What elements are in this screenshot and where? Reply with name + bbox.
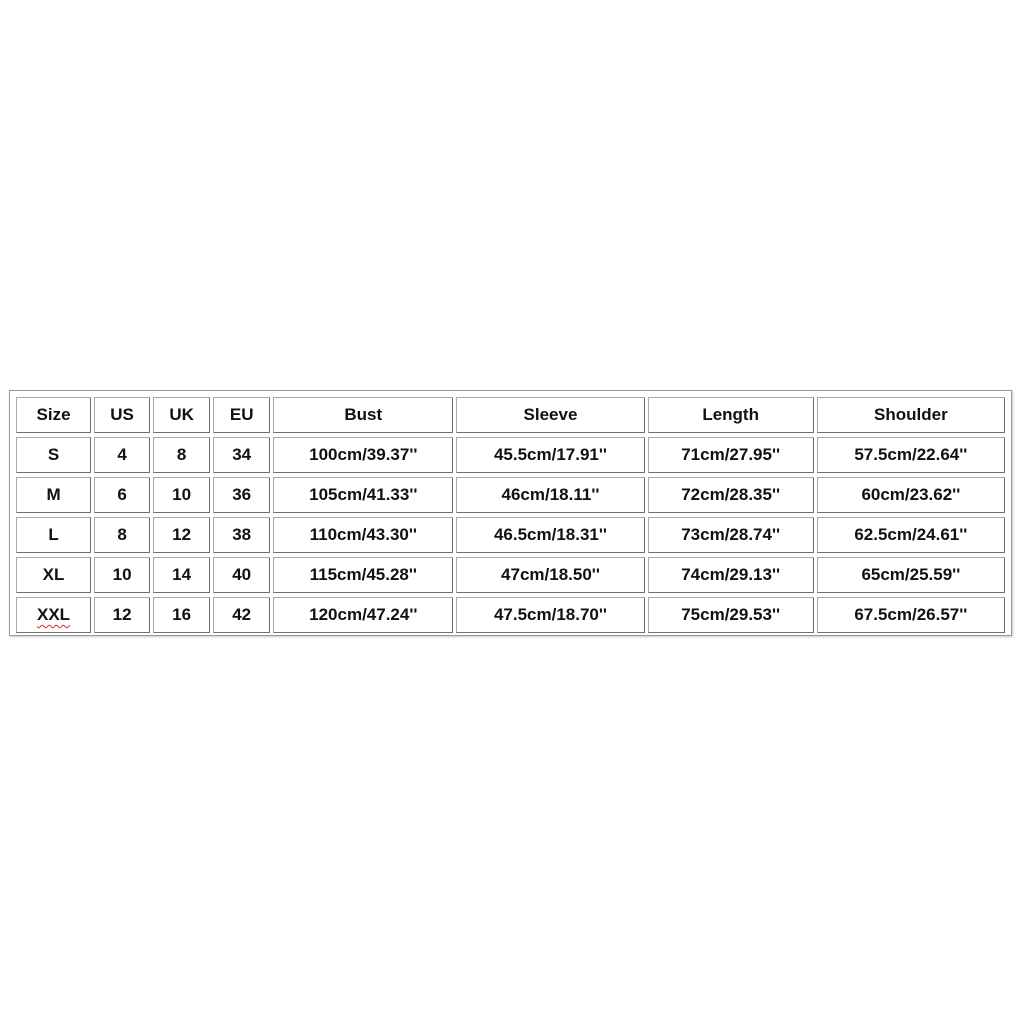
cell-length: 71cm/27.95'' [648, 437, 814, 473]
cell-shoulder: 60cm/23.62'' [817, 477, 1005, 513]
cell-sleeve: 47cm/18.50'' [456, 557, 644, 593]
cell-eu: 42 [213, 597, 270, 633]
cell-bust: 120cm/47.24'' [273, 597, 453, 633]
table-row [16, 477, 1005, 513]
header-row [16, 397, 1005, 433]
cell-size [16, 597, 91, 633]
header-shoulder: Shoulder [817, 397, 1005, 433]
header-us: US [94, 397, 150, 433]
cell-bust: 115cm/45.28'' [273, 557, 453, 593]
cell-us: 6 [94, 477, 150, 513]
cell-uk: 16 [153, 597, 210, 633]
cell-us: 10 [94, 557, 150, 593]
cell-eu: 36 [213, 477, 270, 513]
cell-uk: 10 [153, 477, 210, 513]
cell-shoulder: 65cm/25.59'' [817, 557, 1005, 593]
cell-length: 74cm/29.13'' [648, 557, 814, 593]
cell-eu: 38 [213, 517, 270, 553]
table-row [16, 557, 1005, 593]
table-row [16, 437, 1005, 473]
cell-us: 4 [94, 437, 150, 473]
cell-size: XL [16, 557, 91, 593]
cell-uk: 8 [153, 437, 210, 473]
cell-bust: 110cm/43.30'' [273, 517, 453, 553]
cell-size: M [16, 477, 91, 513]
size-chart-container [9, 390, 1012, 636]
cell-size: L [16, 517, 91, 553]
cell-us: 8 [94, 517, 150, 553]
header-sleeve: Sleeve [456, 397, 644, 433]
cell-bust: 105cm/41.33'' [273, 477, 453, 513]
cell-shoulder: 67.5cm/26.57'' [817, 597, 1005, 633]
cell-us: 12 [94, 597, 150, 633]
cell-size: S [16, 437, 91, 473]
cell-length: 73cm/28.74'' [648, 517, 814, 553]
cell-uk: 14 [153, 557, 210, 593]
cell-length: 75cm/29.53'' [648, 597, 814, 633]
cell-eu: 34 [213, 437, 270, 473]
size-chart-table [13, 393, 1008, 637]
header-uk: UK [153, 397, 210, 433]
table-row [16, 597, 1005, 633]
cell-size-text: XXL [37, 605, 71, 624]
header-bust: Bust [273, 397, 453, 433]
header-length: Length [648, 397, 814, 433]
header-eu: EU [213, 397, 270, 433]
cell-uk: 12 [153, 517, 210, 553]
cell-length: 72cm/28.35'' [648, 477, 814, 513]
header-size: Size [16, 397, 91, 433]
cell-sleeve: 46cm/18.11'' [456, 477, 644, 513]
cell-sleeve: 45.5cm/17.91'' [456, 437, 644, 473]
table-row [16, 517, 1005, 553]
cell-sleeve: 47.5cm/18.70'' [456, 597, 644, 633]
cell-shoulder: 57.5cm/22.64'' [817, 437, 1005, 473]
cell-shoulder: 62.5cm/24.61'' [817, 517, 1005, 553]
cell-eu: 40 [213, 557, 270, 593]
cell-bust: 100cm/39.37'' [273, 437, 453, 473]
cell-sleeve: 46.5cm/18.31'' [456, 517, 644, 553]
